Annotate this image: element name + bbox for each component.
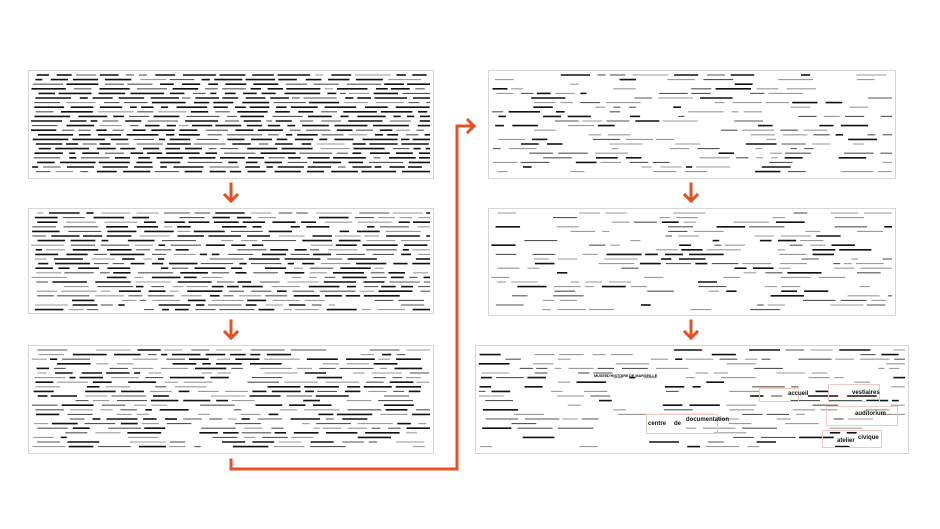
line-texture	[29, 209, 433, 313]
vestiaires-label: vestiaires	[852, 390, 880, 396]
arrow-down-1-head	[225, 195, 237, 201]
museum-label-part1: MUSÉE	[594, 374, 608, 378]
text-panel-step-1	[28, 70, 434, 179]
text-panel-step-6-labeled	[475, 345, 909, 454]
museum-label-part3: DE MARSEILLE	[629, 374, 658, 378]
arrow-connector-head	[468, 120, 474, 132]
text-panel-step-4	[488, 70, 896, 179]
line-texture	[489, 209, 895, 315]
civique-label: civique	[858, 435, 879, 441]
centre-label: centre	[648, 421, 667, 427]
arrow-down-5-head	[685, 332, 697, 338]
accueil-label: accueil	[788, 391, 809, 397]
museum-label-part2: D'HISTOIRE	[607, 374, 629, 378]
auditorium-label: auditorium	[855, 411, 886, 417]
atelier-label: atelier	[837, 438, 855, 444]
text-panel-step-5	[488, 208, 896, 316]
text-panel-step-3	[28, 345, 434, 454]
de-label: de	[674, 421, 682, 427]
line-texture	[29, 71, 433, 178]
line-texture	[489, 71, 895, 178]
arrow-down-4-head	[685, 195, 697, 201]
text-panel-step-2	[28, 208, 434, 314]
documentation-label: documentation	[686, 417, 729, 423]
arrow-down-2-head	[225, 332, 237, 338]
line-texture	[29, 346, 433, 453]
